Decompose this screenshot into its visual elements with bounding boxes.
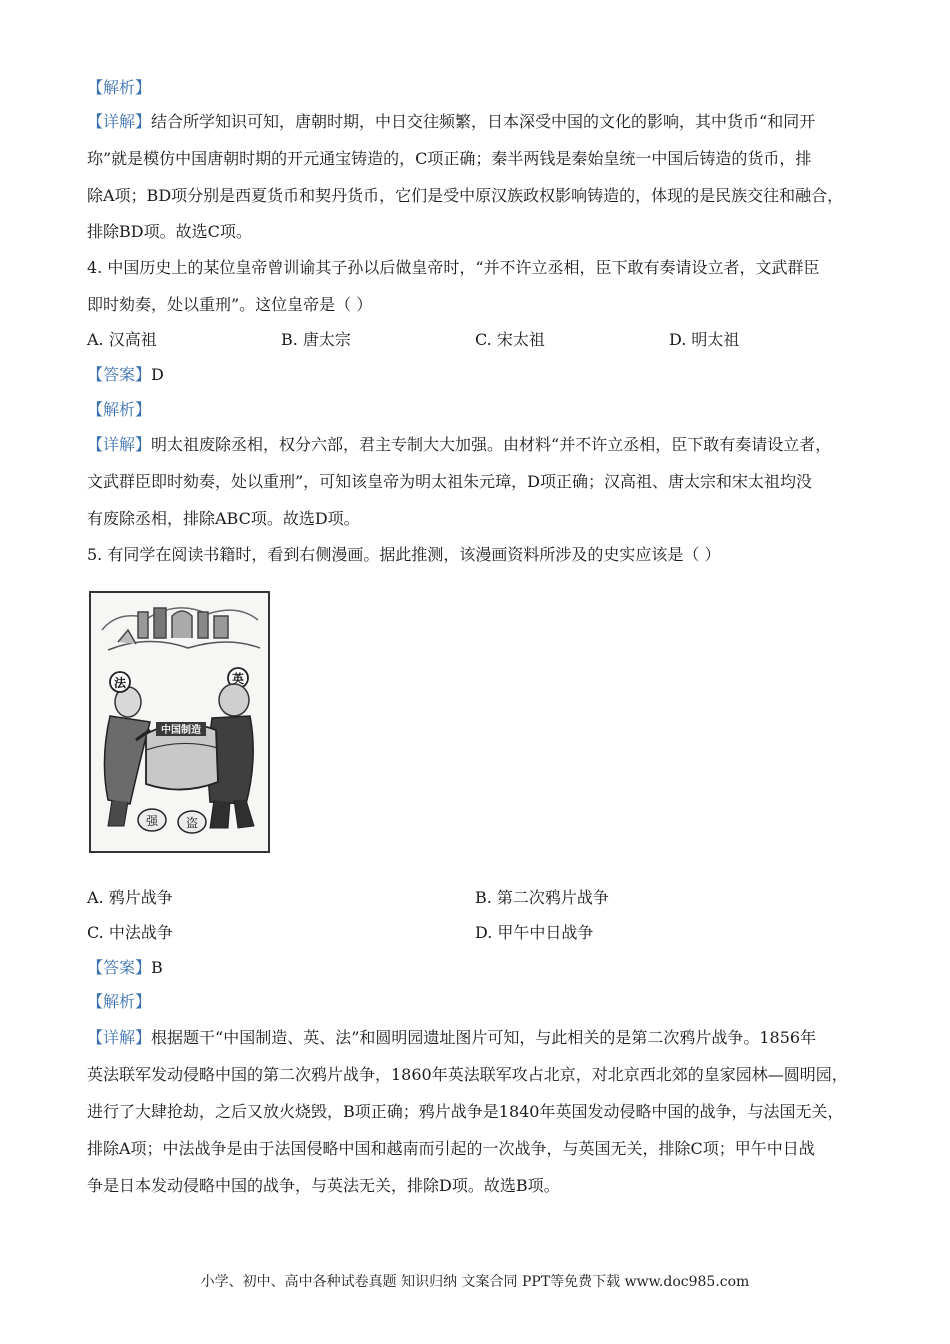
q5-detail-line-2: 英法联军发动侵略中国的第二次鸦片战争，1860年英法联军攻占北京，对北京西北郊的皇家园林—圆明园， [87,1065,848,1084]
q4-stem-line-1: 4. 中国历史上的某位皇帝曾训谕其子孙以后做皇帝时，“并不许立丞相，臣下敢有奏请设立者，文武群臣 [87,258,820,277]
q4-answer-value: D [151,365,164,384]
q4-stem-line-2: 即时劾奏，处以重刑”。这位皇帝是（ ） [87,295,373,314]
q3-detail-line-4: 排除BD项。故选C项。 [87,222,252,241]
cartoon-left-hat-label: 法 [113,676,127,690]
q5-detail-line-4: 排除A项；中法战争是由于法国侵略中国和越南而引起的一次战争，与英国无关，排除C项；甲午中日战 [87,1139,815,1158]
q4-option-c: C. 宋太祖 [475,330,545,349]
q4-detail-line-2: 文武群臣即时劾奏，处以重刑”，可知该皇帝为明太祖朱元璋，D项正确；汉高祖、唐太宗和宋太祖均没 [87,472,813,491]
cartoon-right-bag-label: 盗 [185,816,199,830]
q3-detail-line-2: 珎”就是模仿中国唐朝时期的开元通宝铸造的，C项正确；秦半两钱是秦始皇统一中国后铸造的货币，排 [87,149,812,168]
q5-detail-line-1: 【详解】根据题干“中国制造、英、法”和圆明园遗址图片可知，与此相关的是第二次鸦片战争。1856年 [87,1028,817,1047]
q4-option-a: A. 汉高祖 [87,330,157,349]
q5-answer [87,958,870,978]
q5-option-a: A. 鸦片战争 [87,888,173,907]
q3-detail-line-1: 【详解】结合所学知识可知，唐朝时期，中日交往频繁，日本深受中国的文化的影响，其中货币“和同开 [87,112,816,131]
q5-option-b: B. 第二次鸦片战争 [475,888,609,907]
cartoon-chest-label: 中国制造 [161,725,201,736]
q5-answer-value: B [151,958,163,977]
q4-detail-line-1: 【详解】明太祖废除丞相，权分六部，君主专制大大加强。由材料“并不许立丞相，臣下敢有奏请设立者， [87,435,832,454]
q5-option-d: D. 甲午中日战争 [475,923,594,942]
q4-answer-tag: 【答案】 [87,365,152,384]
q4-option-b: B. 唐太宗 [281,330,351,349]
q5-option-c: C. 中法战争 [87,923,173,942]
cartoon-right-hat-label: 英 [231,672,245,686]
q3-analysis-tag: 【解析】 [87,78,152,97]
q5-cartoon-image [88,590,271,854]
q4-answer [87,365,870,385]
q3-detail-tag: 【详解】 [87,112,152,131]
q5-answer-tag: 【答案】 [87,958,152,977]
q5-detail-tag: 【详解】 [87,1028,152,1047]
page-footer: 小学、初中、高中各种试卷真题 知识归纳 文案合同 PPT等免费下载 www.doc985.com [200,1274,750,1290]
q4-detail-tag: 【详解】 [87,435,152,454]
q3-detail-line-3: 除A项；BD项分别是西夏货币和契丹货币，它们是受中原汉族政权影响铸造的，体现的是民族交往和融合， [87,186,844,205]
q4-analysis-tag: 【解析】 [87,400,152,419]
q5-detail-line-3: 进行了大肆抢劫，之后又放火烧毁，B项正确；鸦片战争是1840年英国发动侵略中国的战争，与法国无关， [87,1102,844,1121]
q5-stem: 5. 有同学在阅读书籍时，看到右侧漫画。据此推测，该漫画资料所涉及的史实应该是（ ） [87,545,721,564]
q5-detail-line-5: 争是日本发动侵略中国的战争，与英法无关，排除D项。故选B项。 [87,1176,560,1195]
cartoon-left-bag-label: 强 [145,814,159,828]
q4-option-d: D. 明太祖 [669,330,740,349]
q4-detail-line-3: 有废除丞相，排除ABC项。故选D项。 [87,509,360,528]
q5-analysis-tag: 【解析】 [87,992,152,1011]
